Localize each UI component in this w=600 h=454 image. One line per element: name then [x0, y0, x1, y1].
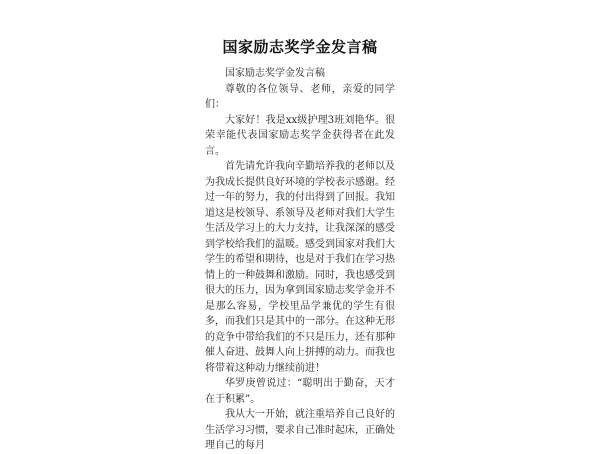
paragraph: 首先请允许我向辛勤培养我的老师以及为我成长提供良好环境的学校表示感谢。经过一年的努力，我的付出得到了回报。我知道这是校领导、系领导及老师对我们大学生生活及学习上的大力支持，让我深深的感受到学校给我们的温暖。感受到国家对我们大学生的希望和期待，也是对于我们在学习热情上的一种鼓舞和激励。同时，我也感受到很大的压力，因为拿到国家励志奖学金并不是那么容易，学校里品学兼优的学生有很多，而我们只是其中的一部分。在这种无形的竞争中带给我们的不只是压力，还有那种催人奋进、鼓舞人向上拼搏的动力。而我也将带着这种动力继续前进！	[205, 161, 395, 374]
paragraph: 华罗庚曾说过：“聪明出于勤奋，天才在于积累”。	[205, 378, 395, 405]
body-subtitle: 国家励志奖学金发言稿	[225, 68, 325, 79]
document-body	[205, 66, 395, 454]
paragraph: 我从大一开始，就注重培养自己良好的生活学习习惯，要求自己准时起床，正确处理自己的每月	[205, 409, 395, 451]
salutation: 尊敬的各位领导、老师，亲爱的同学们：	[205, 83, 395, 110]
document-title: 国家励志奖学金发言稿	[222, 38, 378, 56]
paragraph: 大家好！我是xx级护理3班刘艳华。很荣幸能代表国家励志奖学金获得者在此发言。	[205, 114, 395, 157]
